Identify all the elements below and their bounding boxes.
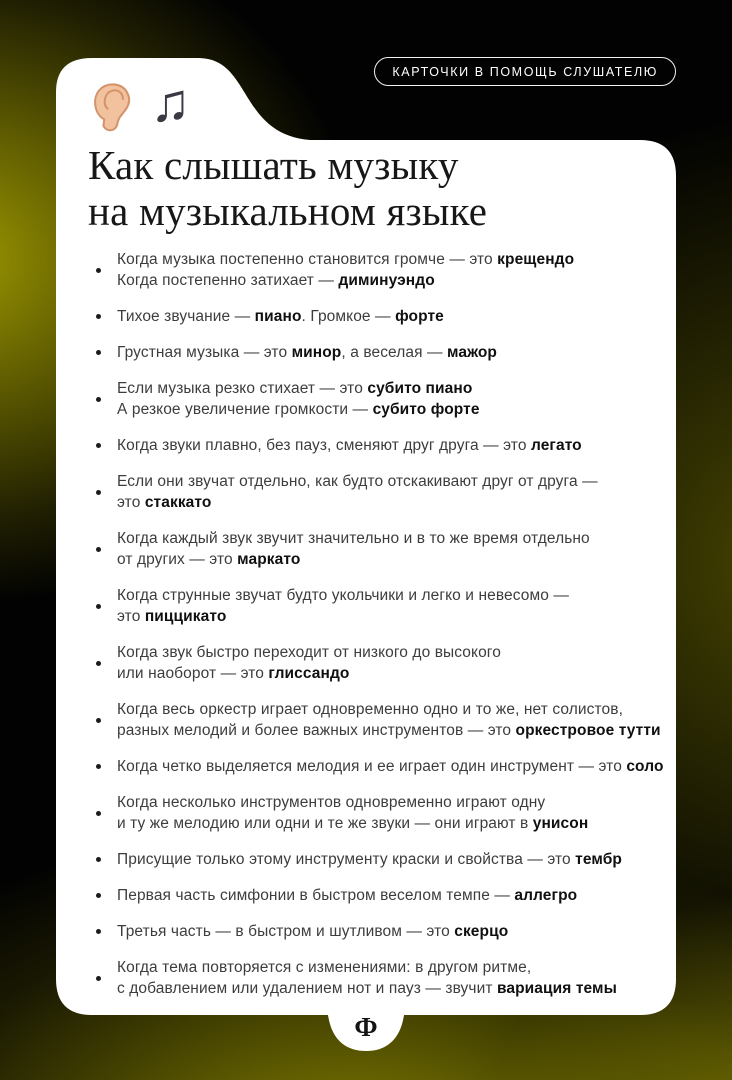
term-text: Когда несколько инструментов одновременно играют одну и ту же мелодию или одни и те же звуки — они играют в унисон <box>117 794 589 832</box>
list-item <box>96 378 664 420</box>
term-text: Первая часть симфонии в быстром веселом темпе — аллегро <box>117 887 578 904</box>
list-item <box>96 921 664 942</box>
bullet-dot <box>96 490 101 495</box>
list-item <box>96 528 664 570</box>
bullet-dot <box>96 350 101 355</box>
bullet-dot <box>96 397 101 402</box>
ear-icon <box>88 80 140 136</box>
bullet-dot <box>96 268 101 273</box>
list-item <box>96 957 664 999</box>
term-text: Если они звучат отдельно, как будто отскакивают друг от друга — это стаккато <box>117 473 598 511</box>
term-text: Присущие только этому инструменту краски и свойства — это тембр <box>117 851 622 868</box>
term-text: Грустная музыка — это минор, а веселая — мажор <box>117 344 497 361</box>
list-item <box>96 792 664 834</box>
title-line-1: Как слышать музыку <box>88 142 459 188</box>
bullet-dot <box>96 661 101 666</box>
list-item <box>96 756 664 777</box>
list-item <box>96 435 664 456</box>
title-line-2: на музыкальном языке <box>88 188 488 235</box>
bullet-dot <box>96 547 101 552</box>
term-text: Когда весь оркестр играет одновременно одно и то же, нет солистов, разных мелодий и более важных инструментов — это оркестровое тутти <box>117 701 661 739</box>
list-item <box>96 306 664 327</box>
term-text: Если музыка резко стихает — это субито пиано А резкое увеличение громкости — субито форте <box>117 380 480 418</box>
bullet-dot <box>96 443 101 448</box>
list-item <box>96 342 664 363</box>
term-text: Когда тема повторяется с изменениями: в другом ритме, с добавлением или удалением нот и пауз — звучит вариация темы <box>117 959 617 997</box>
bullet-dot <box>96 811 101 816</box>
list-item <box>96 849 664 870</box>
bullet-dot <box>96 314 101 319</box>
bullet-dot <box>96 893 101 898</box>
terms-list <box>96 249 664 999</box>
bullet-dot <box>96 604 101 609</box>
badge-label: КАРТОЧКИ В ПОМОЩЬ СЛУШАТЕЛЮ <box>392 64 658 79</box>
page-title <box>88 142 487 235</box>
list-item <box>96 642 664 684</box>
listener-cards-badge <box>374 57 676 86</box>
term-text: Когда струнные звучат будто укольчики и легко и невесомо — это пиццикато <box>117 587 569 625</box>
term-text: Когда звук быстро переходит от низкого до высокого или наоборот — это глиссандо <box>117 644 501 682</box>
term-text: Тихое звучание — пиано. Громкое — форте <box>117 308 444 325</box>
bullet-dot <box>96 929 101 934</box>
term-text: Когда каждый звук звучит значительно и в то же время отдельно от других — это маркато <box>117 530 590 568</box>
term-text: Когда музыка постепенно становится громче — это крещендо Когда постепенно затихает — диминуэндо <box>117 251 575 289</box>
term-text: Третья часть — в быстром и шутливом — это скерцо <box>117 923 509 940</box>
term-text: Когда четко выделяется мелодия и ее играет один инструмент — это соло <box>117 758 664 775</box>
music-notes-icon: ♫ <box>150 73 191 133</box>
bullet-dot <box>96 857 101 862</box>
term-text: Когда звуки плавно, без пауз, сменяют друг друга — это легато <box>117 437 582 454</box>
philharmonia-logo: Ф <box>354 1012 378 1042</box>
bullet-dot <box>96 764 101 769</box>
bullet-dot <box>96 976 101 981</box>
list-item <box>96 699 664 741</box>
list-item <box>96 885 664 906</box>
list-item <box>96 249 664 291</box>
list-item <box>96 585 664 627</box>
bullet-dot <box>96 718 101 723</box>
icon-row <box>88 73 191 136</box>
list-item <box>96 471 664 513</box>
